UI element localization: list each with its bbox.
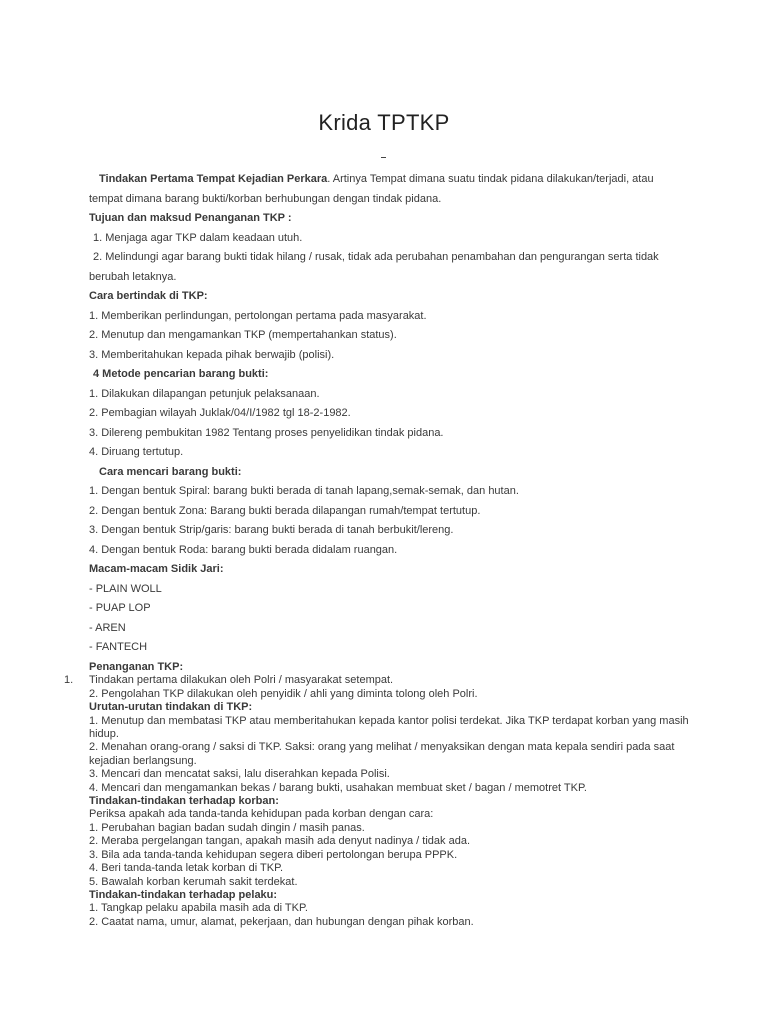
cara-bertindak-item: 1. Memberikan perlindungan, pertolongan pertama pada masyarakat. <box>89 309 427 322</box>
korban-item: 4. Beri tanda-tanda letak korban di TKP. <box>89 862 284 875</box>
urutan-item: 4. Mencari dan mengamankan bekas / barang bukti, usahakan membuat sket / bagan / memotret TKP. <box>89 781 587 794</box>
tujuan-heading: Tujuan dan maksud Penanganan TKP : <box>89 212 292 224</box>
korban-item: 1. Perubahan bagian badan sudah dingin / masih panas. <box>89 821 365 834</box>
korban-item: 2. Meraba pergelangan tangan, apakah masih ada denyut nadinya / tidak ada. <box>89 835 470 848</box>
tujuan-item: 1. Menjaga agar TKP dalam keadaan utuh. <box>93 231 303 244</box>
intro-paragraph <box>89 170 689 209</box>
pelaku-heading: Tindakan-tindakan terhadap pelaku: <box>89 888 278 901</box>
cara-bertindak-item: 3. Memberitahukan kepada pihak berwajib (polisi). <box>89 348 335 361</box>
cara-mencari-item: 3. Dengan bentuk Strip/garis: barang bukti berada di tanah berbukit/lereng. <box>89 524 454 536</box>
metode-heading: 4 Metode pencarian barang bukti: <box>93 368 269 380</box>
metode-item: 1. Dilakukan dilapangan petunjuk pelaksanaan. <box>89 387 320 400</box>
cara-mencari-item: 2. Dengan bentuk Zona: Barang bukti berada dilapangan rumah/tempat tertutup. <box>89 504 481 517</box>
urutan-heading: Urutan-urutan tindakan di TKP: <box>89 701 253 714</box>
title-divider <box>381 157 386 158</box>
intro-definition: . Artinya Tempat dimana suatu tindak pidana dilakukan/terjadi, atau tempat dimana barang bukti/korban berhubungan dengan tindak pidana. <box>89 173 654 205</box>
korban-item: 3. Bila ada tanda-tanda kehidupan segera diberi pertolongan berupa PPPK. <box>89 848 458 861</box>
metode-item: 3. Dilereng pembukitan 1982 Tentang proses penyelidikan tindak pidana. <box>89 426 444 439</box>
urutan-item: 3. Mencari dan mencatat saksi, lalu diserahkan kepada Polisi. <box>89 768 390 781</box>
penanganan-item-text: Tindakan pertama dilakukan oleh Polri / masyarakat setempat. <box>89 674 394 687</box>
penanganan-heading: Penanganan TKP: <box>89 661 184 673</box>
cara-bertindak-heading: Cara bertindak di TKP: <box>89 290 208 302</box>
korban-heading: Tindakan-tindakan terhadap korban: <box>89 795 279 808</box>
urutan-item: 2. Menahan orang-orang / saksi di TKP. Saksi: orang yang melihat / menyaksikan dengan mata kepala sendiri pada saat kejadian berlangsung. <box>89 741 675 767</box>
pelaku-item: 2. Caatat nama, umur, alamat, pekerjaan, dan hubungan dengan pihak korban. <box>89 915 474 928</box>
cara-bertindak-item: 2. Menutup dan mengamankan TKP (mempertahankan status). <box>89 329 397 341</box>
metode-item: 4. Diruang tertutup. <box>89 446 184 458</box>
penanganan-item: 2. Pengolahan TKP dilakukan oleh penyidik / ahli yang diminta tolong oleh Polri. <box>89 687 478 700</box>
tujuan-item: 2. Melindungi agar barang bukti tidak hilang / rusak, tidak ada perubahan penambahan dan pengurangan serta tidak berubah letaknya. <box>89 251 659 283</box>
korban-intro: Periksa apakah ada tanda-tanda kehidupan pada korban dengan cara: <box>89 808 434 821</box>
intro-term: Tindakan Pertama Tempat Kejadian Perkara <box>99 173 328 185</box>
sidik-jari-item: - PUAP LOP <box>89 602 151 614</box>
korban-item: 5. Bawalah korban kerumah sakit terdekat. <box>89 875 298 888</box>
cara-mencari-item: 1. Dengan bentuk Spiral: barang bukti berada di tanah lapang,semak-semak, dan hutan. <box>89 485 519 497</box>
urutan-item: 1. Menutup dan membatasi TKP atau memberitahukan kepada kantor polisi terdekat. Jika TKP terdapat korban yang masih hidup. <box>89 714 689 741</box>
list-marker: 1. <box>64 674 74 687</box>
metode-item: 2. Pembagian wilayah Juklak/04/I/1982 tgl 18-2-1982. <box>89 407 351 419</box>
penanganan-item <box>64 674 689 687</box>
sidik-jari-item: - PLAIN WOLL <box>89 582 162 595</box>
sidik-jari-heading: Macam-macam Sidik Jari: <box>89 563 224 575</box>
cara-mencari-heading: Cara mencari barang bukti: <box>99 465 242 478</box>
sidik-jari-item: - FANTECH <box>89 641 148 653</box>
pelaku-item: 1. Tangkap pelaku apabila masih ada di TKP. <box>89 902 308 915</box>
document-title: Krida TPTKP <box>318 110 450 135</box>
lower-section <box>64 661 689 929</box>
cara-mencari-item: 4. Dengan bentuk Roda: barang bukti berada didalam ruangan. <box>89 543 398 556</box>
upper-section <box>89 170 689 658</box>
sidik-jari-item: - AREN <box>89 621 126 634</box>
